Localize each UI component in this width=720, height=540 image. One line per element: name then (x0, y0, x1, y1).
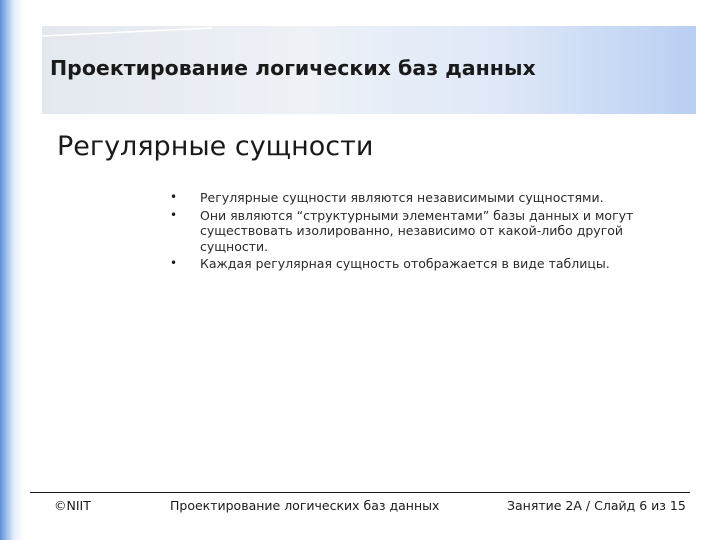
bullet-text: Они являются “структурными элементами” базы данных и могут существовать изолированно, независимо от какой-либо другой сущности. (200, 207, 634, 254)
bullet-text: Каждая регулярная сущность отображается в виде таблицы. (200, 256, 610, 271)
bullet-text: Регулярные сущности являются независимыми сущностями. (200, 190, 604, 205)
section-title: Регулярные сущности (57, 131, 374, 162)
bullet-dot-icon: • (170, 256, 178, 270)
footer-divider (30, 492, 690, 493)
footer-slide-number: Занятие 2A / Слайд 6 из 15 (507, 498, 686, 513)
bullet-list (170, 190, 690, 274)
left-accent-fade (14, 0, 24, 540)
bullet-dot-icon: • (170, 207, 178, 222)
bullet-item (170, 190, 690, 206)
bullet-dot-icon: • (170, 190, 178, 204)
footer-copyright: ©NIIT (54, 498, 91, 513)
bullet-item (170, 208, 690, 255)
left-accent-bar (0, 0, 14, 540)
bullet-item (170, 256, 690, 272)
header-band (42, 26, 696, 114)
footer-course-title: Проектирование логических баз данных (170, 498, 440, 513)
header-title: Проектирование логических баз данных (50, 56, 536, 80)
